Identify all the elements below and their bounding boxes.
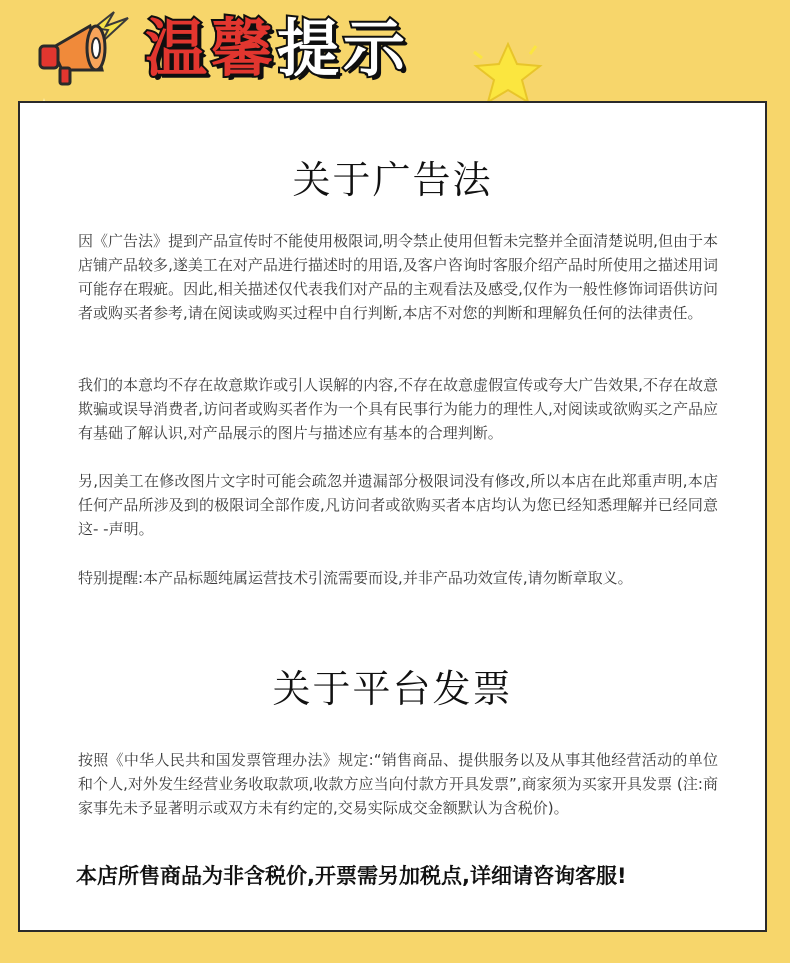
notice-card xyxy=(18,101,767,932)
title-char-2: 馨 xyxy=(211,12,274,85)
title-char-4: 示 xyxy=(343,12,406,85)
megaphone-icon xyxy=(32,8,136,92)
title-char-3: 提 xyxy=(277,12,340,85)
advertising-paragraph-1: 因《广告法》提到产品宣传时不能使用极限词,明令禁止使用但暂未完整并全面清楚说明,但由于本店铺产品较多,遂美工在对产品进行描述时的用语,及客户咨询时客服介绍产品时所使用之描述用词可能存在瑕疵。因此,相关描述仅代表我们对产品的主观看法及感受,仅作为一般性修饰词语供访问者或购买者参考,请在阅读或购买过程中自行判断,本店不对您的判断和理解负任何的法律责任。 xyxy=(78,232,718,322)
section-title-invoice: 关于平台发票 xyxy=(272,667,513,711)
star-icon xyxy=(468,40,548,106)
advertising-paragraph-3: 另,因美工在修改图片文字时可能会疏忽并遗漏部分极限词没有修改,所以本店在此郑重声明,本店任何产品所涉及到的极限词全部作废,凡访问者或欲购买者本店均认为您已经知悉理解并已经同意这- -声明。 xyxy=(78,472,718,538)
invoice-closing-note: 本店所售商品为非含税价,开票需另加税点,详细请咨询客服! xyxy=(76,864,627,888)
page-title xyxy=(145,12,405,86)
advertising-paragraph-2: 我们的本意均不存在故意欺诈或引人误解的内容,不存在故意虚假宣传或夸大广告效果,不存在故意欺骗或误导消费者,访问者或购买者作为一个具有民事行为能力的理性人,对阅读或欲购买之产品应有基础了解认识,对产品展示的图片与描述应有基本的合理判断。 xyxy=(78,376,718,442)
section-title-advertising-law: 关于广告法 xyxy=(292,158,493,202)
title-char-1: 温 xyxy=(145,12,208,85)
advertising-paragraph-4: 特别提醒:本产品标题纯属运营技术引流需要而设,并非产品功效宣传,请勿断章取义。 xyxy=(78,569,633,587)
invoice-paragraph: 按照《中华人民共和国发票管理办法》规定:“销售商品、提供服务以及从事其他经营活动的单位和个人,对外发生经营业务收取款项,收款方应当向付款方开具发票”,商家须为买家开具发票 (注:商家事先未予显著明示或双方未有约定的,交易实际成交金额默认为含税价)。 xyxy=(78,751,718,817)
